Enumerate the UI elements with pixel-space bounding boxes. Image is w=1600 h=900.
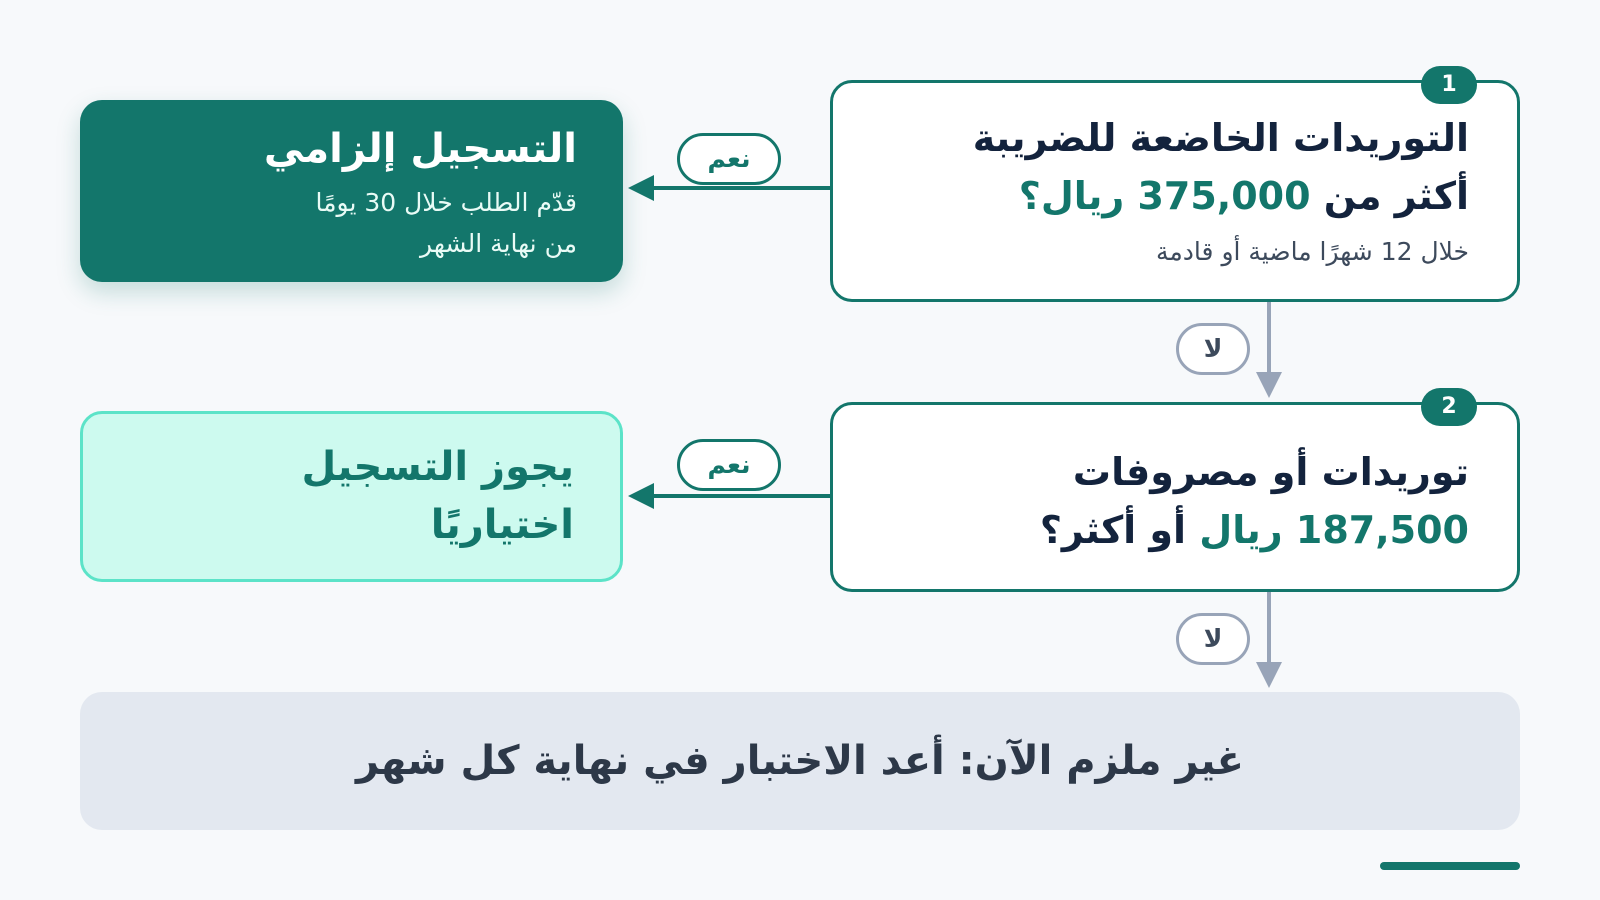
decision-1-subtitle: خلال 12 شهرًا ماضية أو قادمة [1156,237,1469,266]
decision-question-2 [873,443,1469,559]
no-arrowhead-1 [1256,372,1282,398]
threshold-375000: 375,000 ريال؟ [1018,174,1311,218]
decision-2-line2 [873,501,1469,559]
no-connector-2 [1267,592,1271,664]
outcome-optional-title [113,438,574,554]
yes-connector-2 [650,494,830,498]
yes-label-2: نعم [677,439,781,491]
yes-connector-1 [650,186,830,190]
no-label-1: لا [1176,323,1250,375]
decision-1-line1: التوريدات الخاضعة للضريبة [972,116,1469,160]
decision-question-1 [873,109,1469,225]
no-connector-1 [1267,302,1271,374]
outcome-mandatory-subtitle [110,182,577,264]
decision-box-taxable-supplies [830,72,1520,302]
step-badge-1: 1 [1421,66,1477,104]
yes-label-1: نعم [677,133,781,185]
outcome-mandatory-registration [80,100,623,282]
outcome-optional-line1: يجوز التسجيل [301,444,574,490]
no-arrowhead-2 [1256,662,1282,688]
outcome-mandatory-sub-line2: من نهاية الشهر [420,229,577,258]
yes-arrowhead-2 [628,483,654,509]
decision-2-line1: توريدات أو مصروفات [1072,450,1469,494]
step-badge-2: 2 [1421,388,1477,426]
threshold-187500: 187,500 ريال [1199,508,1469,552]
decision-1-line2 [873,167,1469,225]
outcome-not-required: غير ملزم الآن: أعد الاختبار في نهاية كل شهر [80,692,1520,830]
outcome-optional-registration [80,411,623,582]
accent-bar [1380,862,1520,870]
no-label-2: لا [1176,613,1250,665]
outcome-mandatory-title: التسجيل إلزامي [263,126,577,172]
outcome-optional-line2: اختياريًا [430,502,574,548]
outcome-mandatory-sub-line1: قدّم الطلب خلال 30 يومًا [315,188,577,217]
decision-1-prefix: أكثر من [1310,174,1469,218]
decision-box-supplies-or-expenses [830,394,1520,592]
yes-arrowhead-1 [628,175,654,201]
decision-2-suffix: أو أكثر؟ [1039,508,1200,552]
